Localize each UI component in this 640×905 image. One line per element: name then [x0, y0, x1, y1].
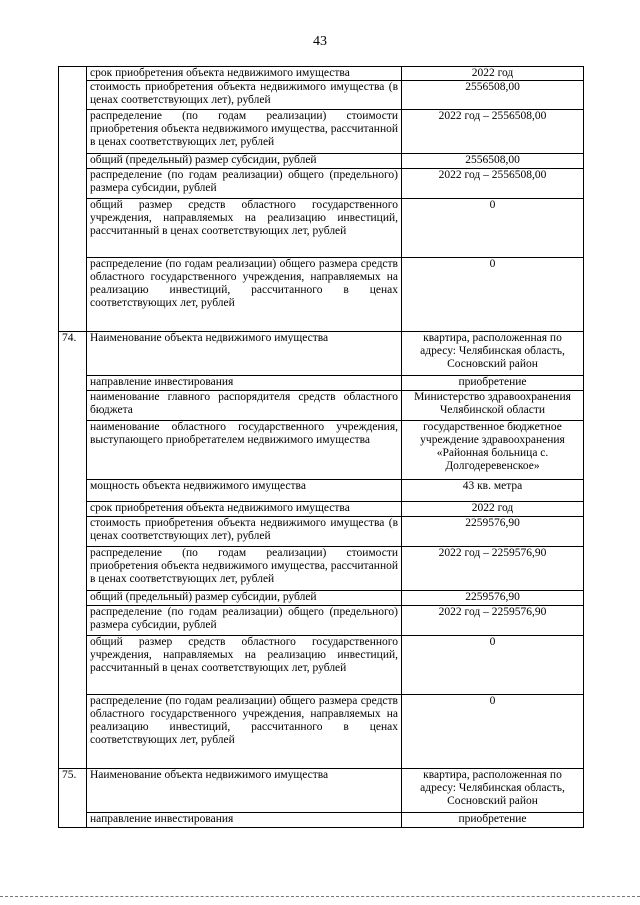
row-value: 2022 год	[402, 502, 584, 517]
row-label: общий (предельный) размер субсидии, рублей	[87, 154, 402, 169]
row-number	[59, 591, 87, 606]
row-number	[59, 517, 87, 547]
row-label: срок приобретения объекта недвижимого имущества	[87, 502, 402, 517]
row-label: распределение (по годам реализации) общего размера средств областного государственного учреждения, направляемых на реализацию инвестиций, рассчитанного в ценах соответствующих лет, рублей	[87, 695, 402, 769]
row-label: Наименование объекта недвижимого имущества	[87, 769, 402, 813]
row-number	[59, 391, 87, 421]
row-number	[59, 421, 87, 480]
row-value: квартира, расположенная по адресу: Челябинская область, Сосновский район	[402, 332, 584, 376]
row-label: распределение (по годам реализации) общего размера средств областного государственного учреждения, направляемых на реализацию инвестиций, рассчитанного в ценах соответствующих лет, рублей	[87, 258, 402, 332]
table-row	[59, 67, 584, 81]
row-value: 2022 год – 2259576,90	[402, 606, 584, 636]
table-row	[59, 636, 584, 695]
table-row	[59, 81, 584, 110]
row-value: 2022 год – 2556508,00	[402, 169, 584, 199]
row-number: 75.	[59, 769, 87, 813]
row-value: государственное бюджетное учреждение здравоохранения «Районная больница с. Долгодеревенское»	[402, 421, 584, 480]
row-label: наименование главного распорядителя средств областного бюджета	[87, 391, 402, 421]
row-label: стоимость приобретения объекта недвижимого имущества (в ценах соответствующих лет), рублей	[87, 517, 402, 547]
table-row	[59, 591, 584, 606]
row-value: 2022 год – 2556508,00	[402, 110, 584, 154]
row-value: 43 кв. метра	[402, 480, 584, 502]
row-value: квартира, расположенная по адресу: Челябинская область, Сосновский район	[402, 769, 584, 813]
table-row	[59, 769, 584, 813]
row-label: распределение (по годам реализации) стоимости приобретения объекта недвижимого имущества, рассчитанной в ценах соответствующих лет, рублей	[87, 110, 402, 154]
row-value: 2022 год – 2259576,90	[402, 547, 584, 591]
row-label: общий размер средств областного государственного учреждения, направляемых на реализацию инвестиций, рассчитанный в ценах соответствующих лет, рублей	[87, 199, 402, 258]
row-label: общий (предельный) размер субсидии, рублей	[87, 591, 402, 606]
row-number	[59, 154, 87, 169]
table-row	[59, 547, 584, 591]
row-label: мощность объекта недвижимого имущества	[87, 480, 402, 502]
page-bottom-rule	[0, 896, 640, 897]
row-number: 74.	[59, 332, 87, 376]
row-value: 2259576,90	[402, 591, 584, 606]
row-value: 2556508,00	[402, 154, 584, 169]
row-label: направление инвестирования	[87, 813, 402, 828]
row-value: 2556508,00	[402, 81, 584, 110]
row-label: срок приобретения объекта недвижимого имущества	[87, 67, 402, 81]
row-number	[59, 376, 87, 391]
row-label: распределение (по годам реализации) общего (предельного) размера субсидии, рублей	[87, 169, 402, 199]
row-number	[59, 502, 87, 517]
row-label: наименование областного государственного учреждения, выступающего приобретателем недвижимого имущества	[87, 421, 402, 480]
row-number	[59, 813, 87, 828]
table-row	[59, 695, 584, 769]
row-value: 0	[402, 636, 584, 695]
table-row	[59, 517, 584, 547]
row-number	[59, 81, 87, 110]
row-label: распределение (по годам реализации) общего (предельного) размера субсидии, рублей	[87, 606, 402, 636]
row-number	[59, 169, 87, 199]
table-row	[59, 258, 584, 332]
row-label: общий размер средств областного государственного учреждения, направляемых на реализацию инвестиций, рассчитанный в ценах соответствующих лет, рублей	[87, 636, 402, 695]
row-number	[59, 480, 87, 502]
table-row	[59, 813, 584, 828]
table-row	[59, 502, 584, 517]
row-value: 0	[402, 199, 584, 258]
row-label: распределение (по годам реализации) стоимости приобретения объекта недвижимого имущества, рассчитанной в ценах соответствующих лет, рублей	[87, 547, 402, 591]
row-number	[59, 110, 87, 154]
row-number	[59, 547, 87, 591]
page-number: 43	[313, 34, 327, 49]
row-number	[59, 636, 87, 695]
table-row	[59, 169, 584, 199]
row-label: стоимость приобретения объекта недвижимого имущества (в ценах соответствующих лет), рублей	[87, 81, 402, 110]
table-row	[59, 199, 584, 258]
row-value: 2022 год	[402, 67, 584, 81]
table-row	[59, 376, 584, 391]
table-row	[59, 110, 584, 154]
table-row	[59, 391, 584, 421]
row-number	[59, 606, 87, 636]
table-row	[59, 332, 584, 376]
row-number	[59, 695, 87, 769]
table-row	[59, 154, 584, 169]
row-number	[59, 67, 87, 81]
table-row	[59, 480, 584, 502]
row-number	[59, 199, 87, 258]
row-value: приобретение	[402, 813, 584, 828]
row-number	[59, 258, 87, 332]
row-value: 0	[402, 258, 584, 332]
row-value: 2259576,90	[402, 517, 584, 547]
table-row	[59, 606, 584, 636]
row-label: направление инвестирования	[87, 376, 402, 391]
row-value: 0	[402, 695, 584, 769]
row-value: приобретение	[402, 376, 584, 391]
table-row	[59, 421, 584, 480]
row-value: Министерство здравоохранения Челябинской области	[402, 391, 584, 421]
investment-table	[58, 66, 584, 828]
row-label: Наименование объекта недвижимого имущества	[87, 332, 402, 376]
